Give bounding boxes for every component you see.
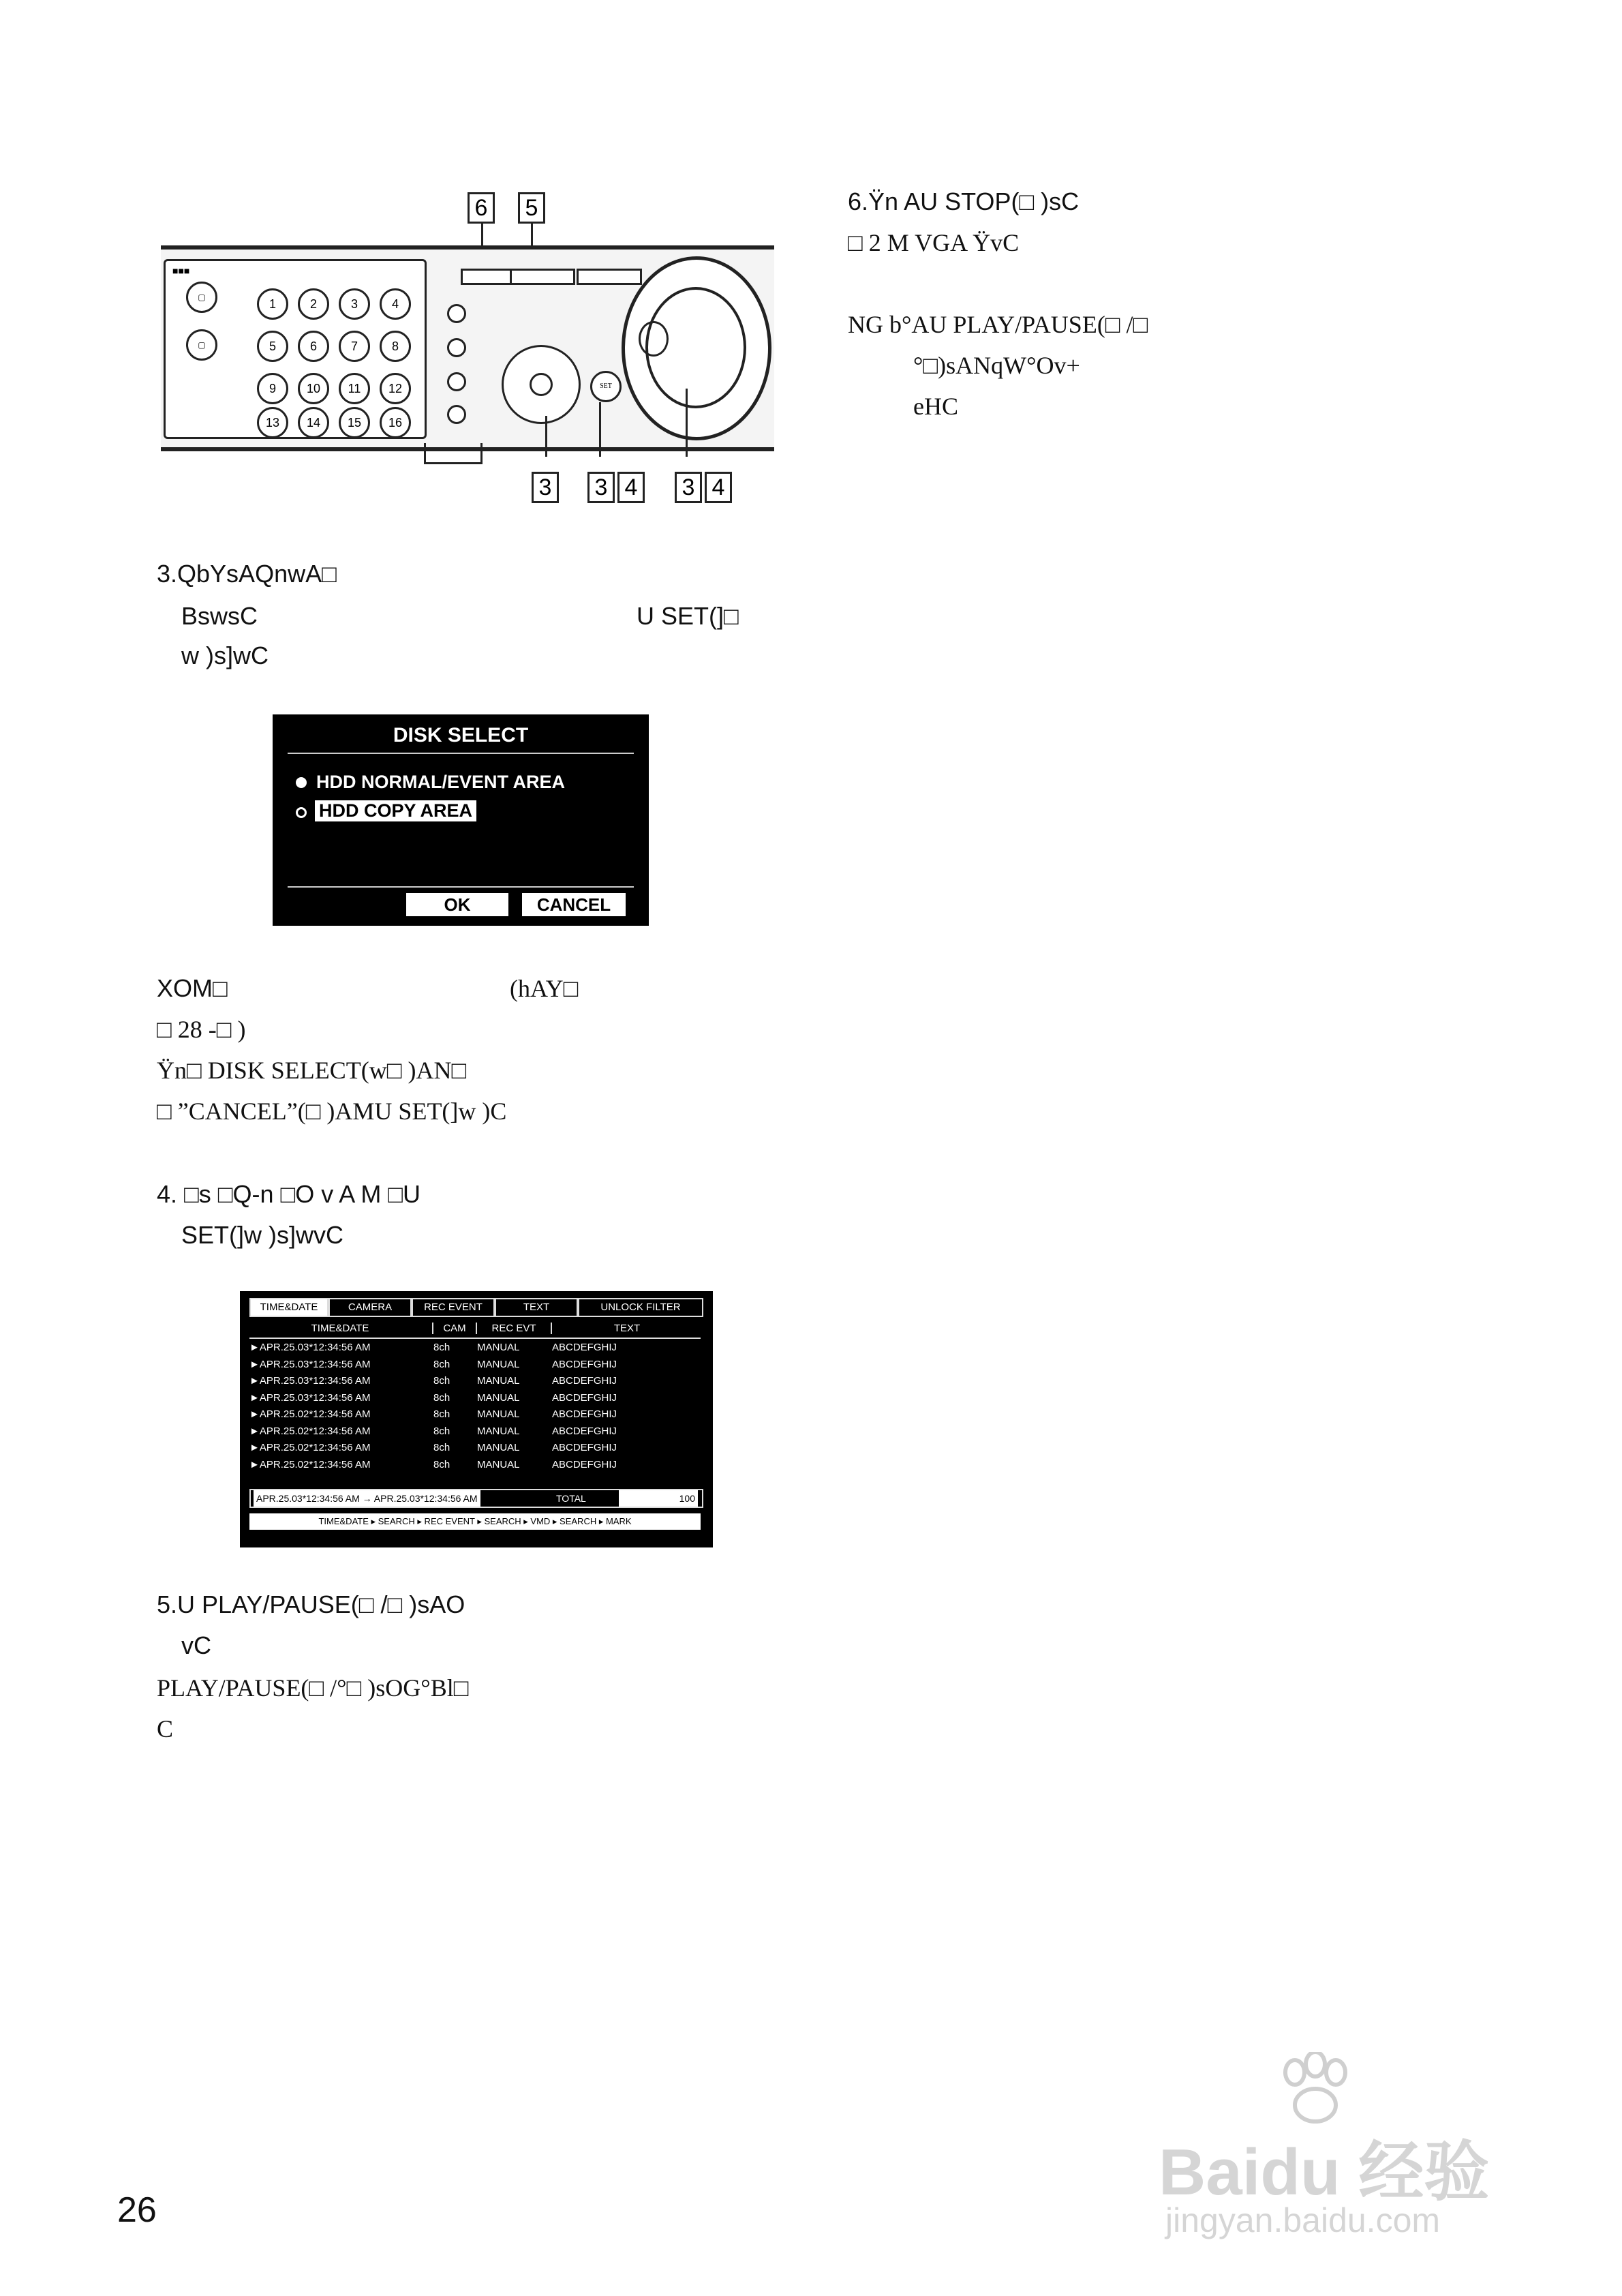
rec-button [577,269,642,285]
cell-time: ►APR.25.03*12:34:56 AM [249,1375,371,1387]
cell-cam: 8ch [433,1425,450,1437]
cell-rec: MANUAL [477,1408,520,1420]
cell-rec: MANUAL [477,1425,520,1437]
step5-heading: 5.U PLAY/PAUSE(□ /□ )sAO [157,1590,465,1618]
cam-button-14: 14 [298,407,329,438]
cell-cam: 8ch [433,1458,450,1470]
cell-time: ►APR.25.02*12:34:56 AM [249,1408,371,1420]
result-list [249,1342,701,1478]
option-label: HDD NORMAL/EVENT AREA [316,772,566,792]
cell-cam: 8ch [433,1442,450,1453]
table-row[interactable] [249,1392,701,1408]
cam-button-2: 2 [298,288,329,320]
small-button [447,372,466,391]
cell-time: ►APR.25.02*12:34:56 AM [249,1458,371,1470]
step5-line2: vC [181,1631,211,1659]
callout-4: 4 [705,472,732,503]
set-button: SET [590,371,622,402]
cam-button-13: 13 [257,407,288,438]
set-center [530,373,553,396]
cam-button-16: 16 [380,407,411,438]
watermark-brand: Baidu 经验 [1159,2136,1490,2209]
tab-text[interactable]: TEXT [495,1298,578,1317]
ok-button[interactable]: OK [406,893,508,916]
cam-button-9: 9 [257,373,288,404]
total-label: TOTAL [556,1493,586,1504]
cell-text: ABCDEFGHIJ [552,1408,617,1420]
para-line-3: Ÿn□ DISK SELECT(w□ )AN□ [157,1057,467,1084]
para-line-1-left: XOM□ [157,974,228,1002]
cam-button-10: 10 [298,373,329,404]
tab-time-date[interactable]: TIME&DATE [249,1298,328,1317]
tab-camera[interactable]: CAMERA [328,1298,412,1317]
jog-knob [639,321,669,357]
radio-dot [296,777,307,788]
radio-dot [296,807,307,818]
para-line-2: □ 28 -□ ) [157,1016,246,1043]
bottom-divider [288,886,634,888]
small-button [447,405,466,424]
table-row[interactable] [249,1459,701,1475]
cell-cam: 8ch [433,1408,450,1420]
cell-text: ABCDEFGHIJ [552,1425,617,1437]
callout-3: 3 [587,472,615,503]
baidu-watermark [1159,2045,1540,2250]
cell-time: ►APR.25.02*12:34:56 AM [249,1442,371,1453]
col-header-text: TEXT [551,1323,702,1334]
block-label: ■■■ [172,265,190,276]
cancel-button[interactable]: CANCEL [522,893,626,916]
cell-rec: MANUAL [477,1442,520,1453]
leader-line [545,416,547,457]
total-value: 100 [619,1490,698,1507]
col-header-time: TIME&DATE [311,1323,369,1334]
cell-text: ABCDEFGHIJ [552,1342,617,1353]
setup-button [461,269,512,285]
device-figure [161,191,774,504]
note-line-3: eHC [913,393,958,420]
callout-3: 3 [675,472,702,503]
table-row[interactable] [249,1425,701,1442]
navigation-pad [502,345,581,424]
cell-cam: 8ch [433,1375,450,1387]
callout-3: 3 [532,472,559,503]
cam-button-3: 3 [339,288,370,320]
cell-text: ABCDEFGHIJ [552,1442,617,1453]
cell-time: ►APR.25.02*12:34:56 AM [249,1425,371,1437]
step6-heading: 6.Ÿn AU STOP(□ )sC [848,187,1080,215]
cell-text: ABCDEFGHIJ [552,1375,617,1387]
step3-line3: w )s]wC [181,641,269,669]
table-row[interactable] [249,1375,701,1391]
leader-line [686,389,688,457]
small-button [447,304,466,323]
step6-body: □ 2 M VGA ŸvC [848,229,1020,256]
cell-time: ►APR.25.03*12:34:56 AM [249,1342,371,1353]
display-button [510,269,575,285]
cell-cam: 8ch [433,1391,450,1404]
table-row[interactable] [249,1342,701,1358]
cam-button-7: 7 [339,331,370,362]
step3-line2-left: BswsC [181,602,258,630]
para-line-1-right: (hAY□ [510,975,579,1002]
table-row[interactable] [249,1359,701,1375]
cell-cam: 8ch [433,1342,450,1353]
table-row[interactable] [249,1442,701,1458]
note-line-2: °□)sANqW°Ov+ [913,352,1080,379]
cam-button-8: 8 [380,331,411,362]
step4-heading: 4. □s □Q-n □O v A M □U [157,1180,421,1208]
col-header-cam: CAM [432,1323,476,1334]
cell-rec: MANUAL [477,1458,520,1470]
cell-text: ABCDEFGHIJ [552,1458,617,1470]
watermark-url: jingyan.baidu.com [1165,2201,1441,2239]
cell-text: ABCDEFGHIJ [552,1391,617,1404]
dialog-title: DISK SELECT [393,724,529,746]
tab-rec-event[interactable]: REC EVENT [412,1298,495,1317]
camera-button-block [164,259,427,439]
jog-shuttle [622,256,771,440]
option-label-selected: HDD COPY AREA [315,800,476,821]
step4-line2: SET(]w )s]wvC [181,1221,343,1249]
search-footer: TIME&DATE ▸ SEARCH ▸ REC EVENT ▸ SEARCH ▸ VMD ▸ SEARCH ▸ MARK [249,1513,701,1530]
step5-line4: C [157,1715,174,1742]
tab-unlock-filter[interactable]: UNLOCK FILTER [578,1298,703,1317]
small-button [447,338,466,357]
callout-6: 6 [468,192,495,224]
cam-button-5: 5 [257,331,288,362]
cell-text: ABCDEFGHIJ [552,1358,617,1370]
cell-rec: MANUAL [477,1358,520,1370]
title-divider [288,753,634,754]
cam-button-15: 15 [339,407,370,438]
step5-line3: PLAY/PAUSE(□ /°□ )sOG°Bl□ [157,1674,469,1702]
para-line-4: □ ”CANCEL”(□ )AMU SET(]w )C [157,1098,507,1125]
search-result-screen [240,1291,713,1547]
step3-heading: 3.QbYsAQnwA□ [157,560,337,588]
dvr-front-panel [161,245,774,451]
cam-button-1: 1 [257,288,288,320]
cell-cam: 8ch [433,1358,450,1370]
col-header-rec: REC EVT [476,1323,551,1334]
cam-button-11: 11 [339,373,370,404]
page-number: 26 [117,2190,157,2230]
callout-5: 5 [518,192,545,224]
cam-button-6: 6 [298,331,329,362]
disk-select-dialog [273,714,649,926]
cell-rec: MANUAL [477,1342,520,1353]
leader-line [599,402,601,457]
cam-button-4: 4 [380,288,411,320]
table-row[interactable] [249,1408,701,1425]
range-text: APR.25.03*12:34:56 AM → APR.25.03*12:34:56 AM [254,1490,480,1507]
cell-time: ►APR.25.03*12:34:56 AM [249,1358,371,1370]
left-button: ▢ [186,282,217,313]
step3-line2-right: U SET(]□ [637,602,739,630]
cam-button-12: 12 [380,373,411,404]
cell-time: ►APR.25.03*12:34:56 AM [249,1391,371,1404]
cell-rec: MANUAL [477,1375,520,1387]
paw-logo-icon [1274,2052,1356,2127]
table-header [249,1323,701,1339]
device-foot [424,443,483,464]
range-bar [249,1489,703,1508]
shift-button: ▢ [186,329,217,361]
callout-4: 4 [617,472,645,503]
note-line-1: NG b°AU PLAY/PAUSE(□ /□ [848,311,1148,338]
cell-rec: MANUAL [477,1391,520,1404]
